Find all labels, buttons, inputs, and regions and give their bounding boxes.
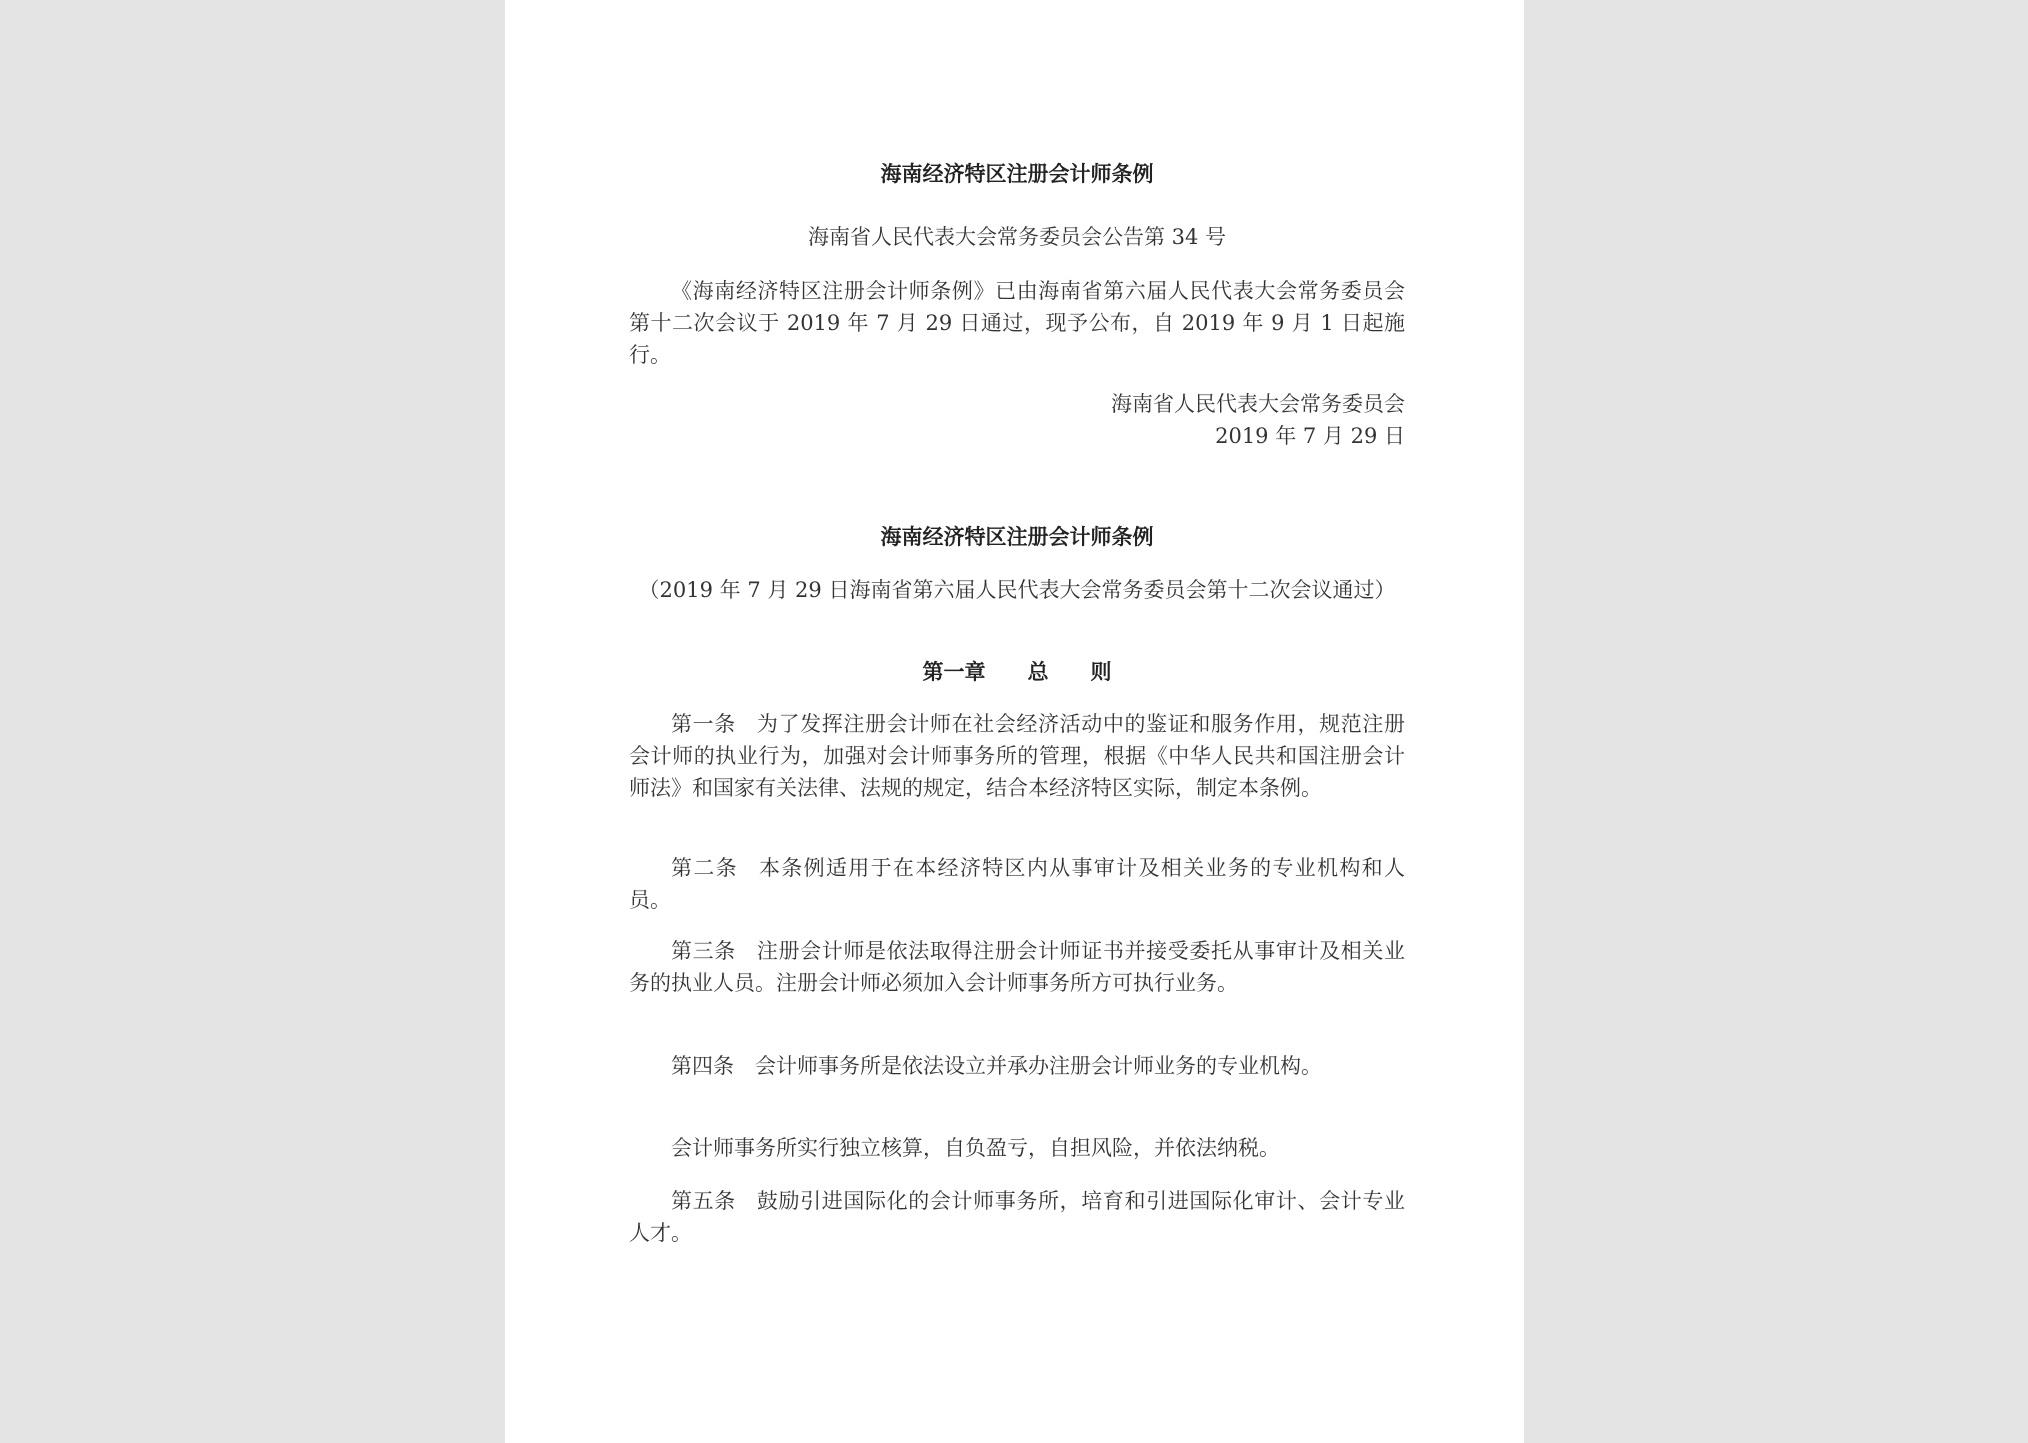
announcement-number: 海南省人民代表大会常务委员会公告第 34 号 bbox=[807, 225, 1227, 249]
article-text: 会计师事务所实行独立核算，自负盈亏，自担风险，并依法纳税。 bbox=[671, 1136, 1280, 1160]
article-text: 会计师事务所是依法设立并承办注册会计师业务的专业机构。 bbox=[755, 1054, 1322, 1078]
document-page bbox=[505, 0, 1524, 1443]
article-number: 第一条 bbox=[671, 712, 736, 736]
article-4-paragraph-2 bbox=[629, 1132, 1405, 1164]
article-3 bbox=[629, 935, 1405, 999]
article-2 bbox=[629, 852, 1405, 916]
regulation-title: 海南经济特区注册会计师条例 bbox=[880, 524, 1154, 549]
notice-title: 海南经济特区注册会计师条例 bbox=[880, 161, 1154, 186]
notice-body: 《海南经济特区注册会计师条例》已由海南省第六届人民代表大会常务委员会第十二次会议于 2019 年 7 月 29 日通过，现予公布，自 2019 年 9 月 1 日起施行。 bbox=[629, 279, 1405, 367]
article-text: 本条例适用于在本经济特区内从事审计及相关业务的专业机构和人员。 bbox=[629, 856, 1405, 912]
article-4 bbox=[629, 1050, 1405, 1082]
article-1 bbox=[629, 708, 1405, 804]
article-5 bbox=[629, 1185, 1405, 1249]
article-number: 第三条 bbox=[671, 939, 736, 963]
notice-date: 2019 年 7 月 29 日 bbox=[1215, 424, 1405, 448]
adoption-note: （2019 年 7 月 29 日海南省第六届人民代表大会常务委员会第十二次会议通过） bbox=[638, 578, 1396, 602]
notice-signature: 海南省人民代表大会常务委员会 bbox=[1111, 392, 1405, 416]
article-text: 鼓励引进国际化的会计师事务所，培育和引进国际化审计、会计专业人才。 bbox=[629, 1189, 1405, 1245]
article-text: 注册会计师是依法取得注册会计师证书并接受委托从事审计及相关业务的执业人员。注册会计师必须加入会计师事务所方可执行业务。 bbox=[629, 939, 1405, 995]
article-text: 为了发挥注册会计师在社会经济活动中的鉴证和服务作用，规范注册会计师的执业行为，加强对会计师事务所的管理，根据《中华人民共和国注册会计师法》和国家有关法律、法规的规定，结合本经济特区实际，制定本条例。 bbox=[629, 712, 1405, 800]
article-number: 第二条 bbox=[671, 856, 738, 880]
article-number: 第四条 bbox=[671, 1054, 734, 1078]
chapter-heading: 第一章 总 则 bbox=[922, 659, 1112, 684]
article-number: 第五条 bbox=[671, 1189, 736, 1213]
